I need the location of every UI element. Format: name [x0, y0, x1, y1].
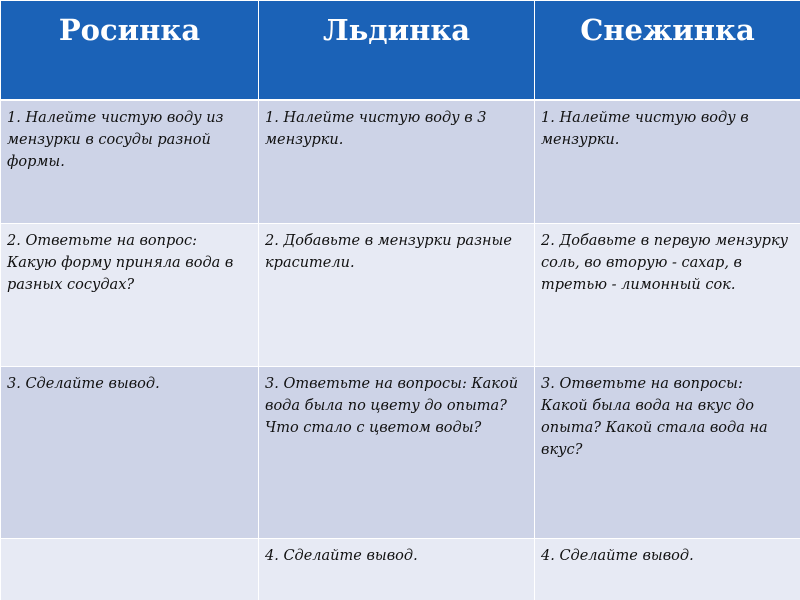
table-cell: 2. Добавьте в мензурки разные красители.	[259, 224, 535, 367]
table-cell: 3. Ответьте на вопросы: Какой была вода на вкус до опыта? Какой стала вода на вкус?	[535, 367, 800, 539]
table-cell: 4. Сделайте вывод.	[259, 539, 535, 600]
table-row	[1, 100, 800, 224]
table-cell: 3. Сделайте вывод.	[1, 367, 259, 539]
table-cell: 4. Сделайте вывод.	[535, 539, 800, 600]
table-row	[1, 367, 800, 539]
table-cell: 2. Ответьте на вопрос: Какую форму приняла вода в разных сосудах?	[1, 224, 259, 367]
header-rosinka: Росинка	[1, 1, 259, 100]
table-cell	[1, 539, 259, 600]
table-row	[1, 224, 800, 367]
table-cell: 2. Добавьте в первую мензурку соль, во вторую - сахар, в третью - лимонный сок.	[535, 224, 800, 367]
header-row	[1, 1, 800, 100]
table-cell: 1. Налейте чистую воду в мензурки.	[535, 100, 800, 224]
header-ldinka: Льдинка	[259, 1, 535, 100]
table-cell: 1. Налейте чистую воду из мензурки в сосуды разной формы.	[1, 100, 259, 224]
table-row	[1, 539, 800, 600]
table-cell: 3. Ответьте на вопросы: Какой вода была по цвету до опыта? Что стало с цветом воды?	[259, 367, 535, 539]
table-cell: 1. Налейте чистую воду в 3 мензурки.	[259, 100, 535, 224]
header-snezhinka: Снежинка	[535, 1, 800, 100]
